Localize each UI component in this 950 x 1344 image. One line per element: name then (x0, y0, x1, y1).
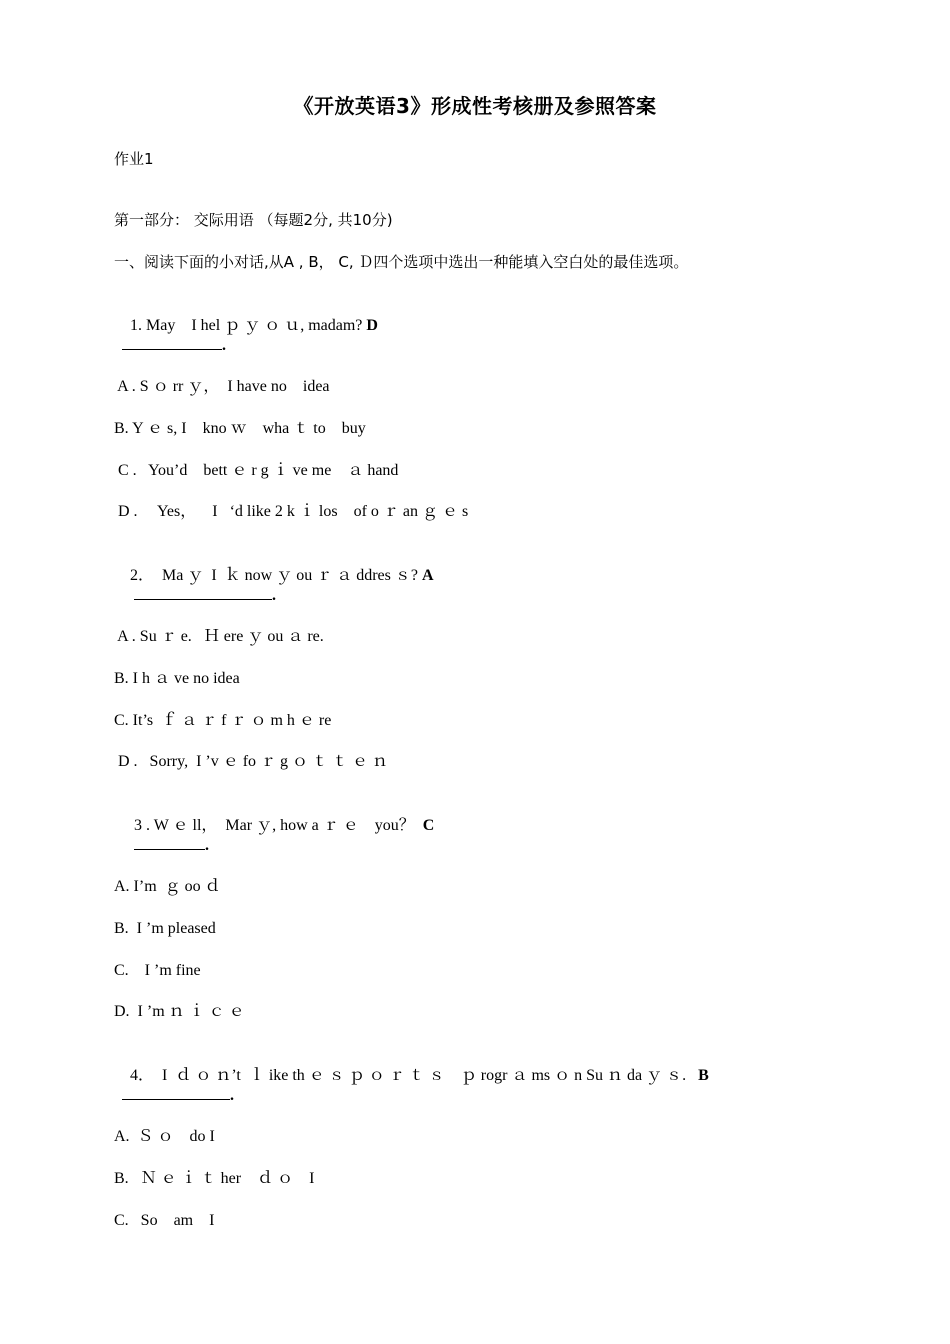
answer-key: D (366, 317, 378, 334)
answer-blank: . (122, 335, 226, 357)
question-stem: 2． Ma ｙ I ｋ now ｙ ou ｒ ａ ddres ｓ? (130, 567, 422, 584)
answer-blank: . (134, 585, 276, 607)
document-title: 《开放英语3》形成性考核册及参照答案 (293, 94, 657, 118)
assignment-label: 作业1 (114, 150, 154, 168)
option-d: D . Sorry, I ’v ｅ fo ｒ g ｏ ｔ ｔ ｅ ｎ (114, 753, 389, 770)
option-c: C . You’d bett ｅ r g ｉ ve me ａ hand (114, 462, 399, 479)
option-b: B. Y ｅ s, I kno ｗ wha ｔ to buy (114, 420, 366, 437)
option-a: A. I’m ｇ oo ｄ (114, 878, 221, 895)
option-c: C. I ’m fine (114, 962, 201, 979)
option-a: A. Ｓ ｏ do I (114, 1128, 215, 1145)
option-b: B. I h ａ ve no idea (114, 670, 240, 687)
option-b: B. I ’m pleased (114, 920, 216, 937)
answer-key: C (422, 817, 435, 834)
answer-blank: . (122, 1085, 234, 1107)
question-stem: 3 . W ｅ ll， Mar ｙ, how a ｒ ｅ you？ (130, 817, 423, 834)
section-heading: 第一部分： 交际用语 （每题2分, 共10分) (114, 211, 393, 229)
option-a: A . Su ｒ e. Ｈ ere ｙ ou ａ re. (114, 628, 324, 645)
answer-blank: . (134, 835, 209, 857)
option-c: C. So am I (114, 1212, 215, 1229)
question-stem: 1. May I hel ｐ ｙ ｏ ｕ, madam? (130, 317, 367, 334)
option-d: D . Yes， I ‘d like 2 k ｉ los of o ｒ an ｇ ｅ s (114, 503, 469, 520)
question-stem: 4． I ｄ ｏ ｎ’t ｌ ike th ｅ ｓ ｐ ｏ ｒ ｔ ｓ ｐ rogr ａ ms ｏ n Su ｎ da ｙ ｓ. (130, 1067, 699, 1084)
option-b: B. Ｎ ｅ ｉ ｔ her ｄ ｏ I (114, 1170, 315, 1187)
option-d: D. I ’m ｎ ｉ ｃ ｅ (114, 1003, 245, 1020)
answer-key: B (698, 1067, 709, 1084)
option-a: A . S ｏ rr ｙ， I have no idea (114, 378, 330, 395)
answer-key: A (421, 567, 434, 584)
option-c: C. It’s ｆ ａ ｒ f ｒ ｏ m h ｅ re (114, 712, 332, 729)
instruction-text: 一、阅读下面的小对话,从A , B， C, Ｄ四个选项中选出一种能填入空白处的最佳选项。 (114, 253, 689, 271)
